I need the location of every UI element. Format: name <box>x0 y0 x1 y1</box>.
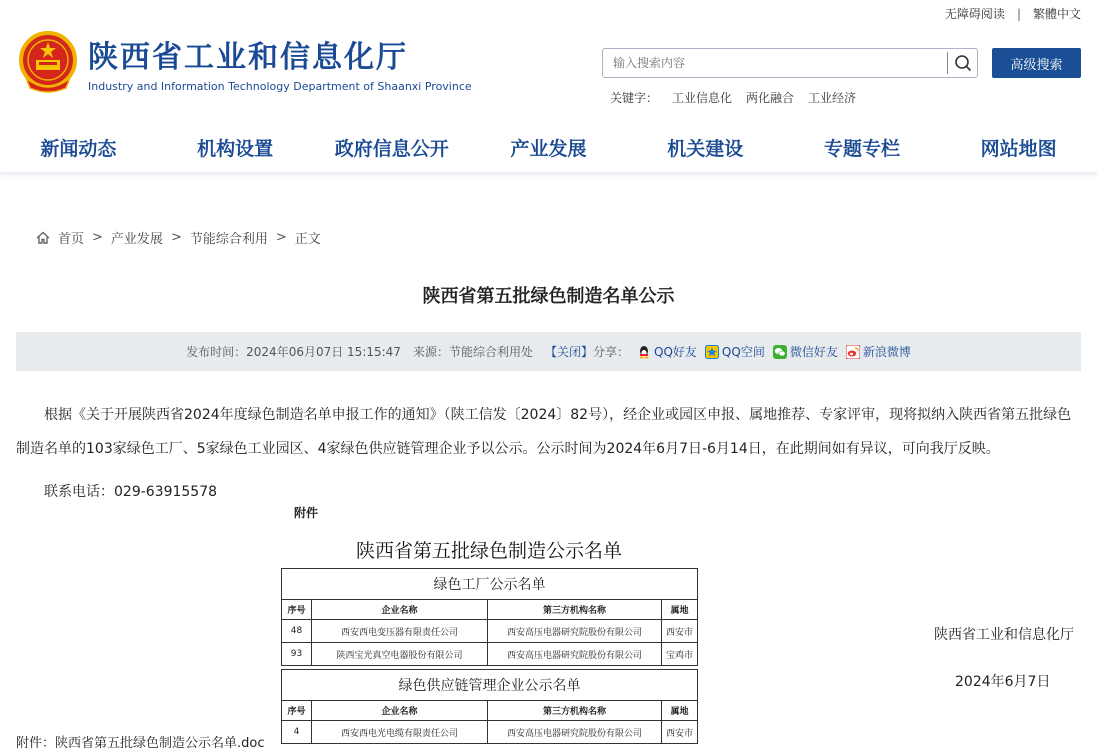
article-title: 陕西省第五批绿色制造名单公示 <box>422 286 675 307</box>
column-header: 企业名称 <box>312 701 488 721</box>
table-caption: 绿色工厂公示名单 <box>282 569 698 600</box>
qzone-icon <box>705 345 719 359</box>
weibo-icon <box>846 345 860 359</box>
table-row <box>282 620 698 643</box>
share-qq-friend[interactable] <box>637 343 697 360</box>
table-cell: 93 <box>282 643 312 666</box>
source-label: 来源： <box>412 345 449 359</box>
table-row <box>282 721 698 744</box>
column-header: 属地 <box>662 701 698 721</box>
table-cell: 西安西电变压器有限责任公司 <box>312 620 488 643</box>
attachment-download-link[interactable]: 附件：陕西省第五批绿色制造公示名单.doc <box>16 736 265 751</box>
home-icon <box>36 231 50 244</box>
keyword-link[interactable]: 工业信息化 <box>672 91 733 105</box>
column-header: 企业名称 <box>312 600 488 620</box>
source-value: 节能综合利用处 <box>448 345 533 359</box>
nav-item-gov-info[interactable]: 政府信息公开 <box>334 138 449 160</box>
table-cell: 西安西电光电缆有限责任公司 <box>312 721 488 744</box>
utility-bar <box>945 5 1081 22</box>
nav-item-topics[interactable]: 专题专栏 <box>823 138 900 160</box>
accessible-reading-link[interactable]: 无障碍阅读 <box>944 7 1005 21</box>
table-cell: 宝鸡市 <box>662 643 698 666</box>
article-paragraph: 根据《关于开展陕西省2024年度绿色制造名单申报工作的通知》（陕工信发〔2024〕82号），经企业或园区申报、属地推荐、专家评审，现将拟纳入陕西省第五批绿色制造名单的103家绿色工厂、5家绿色工业园区、4家绿色供应链管理企业予以公示。公示时间为2024年6月7日-6月14日，在此期间如有异议，可向我厅反映。 <box>16 407 1072 457</box>
search-divider <box>947 52 948 74</box>
column-header: 第三方机构名称 <box>488 600 662 620</box>
nav-item-sitemap[interactable]: 网站地图 <box>980 138 1057 160</box>
search-icon[interactable] <box>953 53 973 73</box>
table-cell: 西安高压电器研究院股份有限公司 <box>488 721 662 744</box>
table-caption: 绿色供应链管理企业公示名单 <box>282 670 698 701</box>
table-cell: 陕西宝光真空电器股份有限公司 <box>312 643 488 666</box>
column-header: 第三方机构名称 <box>488 701 662 721</box>
main-nav <box>0 130 1097 170</box>
share-qzone[interactable] <box>705 343 765 360</box>
nav-item-industry[interactable]: 产业发展 <box>510 138 587 160</box>
article-meta-bar <box>16 332 1081 371</box>
table-cell: 西安高压电器研究院股份有限公司 <box>488 643 662 666</box>
nav-item-office-building[interactable]: 机关建设 <box>667 138 744 160</box>
search-box <box>602 48 978 78</box>
breadcrumb <box>36 228 321 247</box>
keyword-link[interactable]: 工业经济 <box>808 91 857 105</box>
utility-separator: | <box>1016 6 1021 21</box>
share-qq-friend-label: QQ好友 <box>654 345 697 359</box>
search-keywords <box>610 89 856 106</box>
share-weibo[interactable] <box>846 343 911 360</box>
breadcrumb-home[interactable]: 首页 <box>58 232 85 247</box>
table-cell: 西安高压电器研究院股份有限公司 <box>488 620 662 643</box>
nav-divider <box>0 172 1097 175</box>
signature-date: 2024年6月7日 <box>955 674 1051 690</box>
table-cell: 48 <box>282 620 312 643</box>
breadcrumb-separator: > <box>170 230 182 245</box>
attachment-heading: 附件 <box>294 506 319 520</box>
breadcrumb-current: 正文 <box>294 232 321 247</box>
close-link[interactable]: 【关闭】 <box>544 345 593 359</box>
qq-icon <box>637 345 651 359</box>
column-header: 序号 <box>282 701 312 721</box>
breadcrumb-separator: > <box>92 230 103 245</box>
national-emblem-icon[interactable] <box>16 30 80 96</box>
share-weibo-label: 新浪微博 <box>862 345 911 359</box>
wechat-icon <box>773 345 787 359</box>
column-header: 属地 <box>662 600 698 620</box>
signature-org: 陕西省工业和信息化厅 <box>934 627 1074 643</box>
table-cell: 西安市 <box>662 620 698 643</box>
site-title-en: Industry and Information Technology Department of Shaanxi Province <box>88 80 472 93</box>
green-factory-table <box>281 568 698 666</box>
share-wechat[interactable] <box>773 343 838 360</box>
advanced-search-button[interactable]: 高级搜索 <box>992 48 1081 78</box>
traditional-chinese-link[interactable]: 繁體中文 <box>1032 7 1081 21</box>
column-header: 序号 <box>282 600 312 620</box>
nav-item-organization[interactable]: 机构设置 <box>197 138 274 160</box>
share-qzone-label: QQ空间 <box>721 345 765 359</box>
table-cell: 4 <box>282 721 312 744</box>
site-title-cn[interactable]: 陕西省工业和信息化厅 <box>88 40 408 75</box>
breadcrumb-energy-saving[interactable]: 节能综合利用 <box>189 232 268 247</box>
publish-label: 发布时间： <box>186 345 247 359</box>
share-wechat-label: 微信好友 <box>789 345 838 359</box>
keyword-link[interactable]: 两化融合 <box>746 91 795 105</box>
keywords-label: 关键字： <box>610 91 659 105</box>
green-supply-chain-table <box>281 669 698 744</box>
nav-item-news[interactable]: 新闻动态 <box>40 138 117 160</box>
table-row <box>282 643 698 666</box>
publish-time: 2024年06月07日 15:15:47 <box>246 345 401 359</box>
breadcrumb-industry[interactable]: 产业发展 <box>110 232 163 247</box>
breadcrumb-separator: > <box>275 230 287 245</box>
share-label: 分享： <box>593 345 630 359</box>
contact-phone: 联系电话：029-63915578 <box>44 484 218 500</box>
attachment-title: 陕西省第五批绿色制造公示名单 <box>355 540 622 562</box>
search-input[interactable] <box>603 49 943 77</box>
table-cell: 西安市 <box>662 721 698 744</box>
